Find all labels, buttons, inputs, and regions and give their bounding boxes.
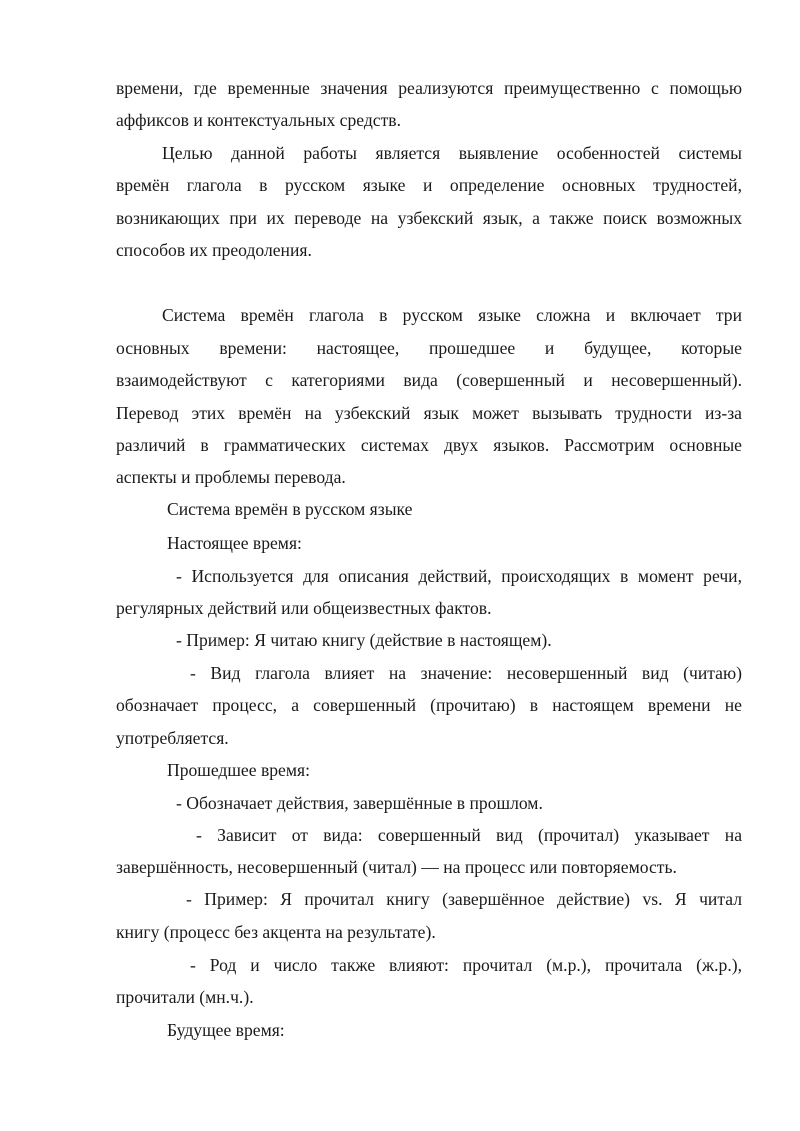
text-line: способов их преодоления. (116, 240, 312, 260)
text-line: Перевод этих времён на узбекский язык может вызывать трудности из-за (116, 403, 742, 423)
text-line: аспекты и проблемы перевода. (116, 467, 346, 487)
list-item: - Пример: Я читаю книгу (действие в настоящем). (176, 630, 552, 650)
text-line: употребляется. (116, 728, 229, 748)
list-item: - Зависит от вида: совершенный вид (прочитал) указывает на (196, 825, 742, 845)
text-line: регулярных действий или общеизвестных фактов. (116, 598, 492, 618)
list-item: - Обозначает действия, завершённые в прошлом. (176, 793, 543, 813)
subsection-heading: Настоящее время: (167, 533, 302, 553)
text-line: различий в грамматических системах двух языков. Рассмотрим основные (116, 435, 742, 455)
text-line: аффиксов и контекстуальных средств. (116, 110, 401, 130)
text-line: взаимодействуют с категориями вида (совершенный и несовершенный). (116, 370, 742, 390)
list-item: - Используется для описания действий, происходящих в момент речи, (176, 566, 742, 586)
text-line: обозначает процесс, а совершенный (прочитаю) в настоящем времени не (116, 695, 742, 715)
list-item: - Род и число также влияют: прочитал (м.р.), прочитала (ж.р.), (190, 955, 742, 975)
list-item: - Пример: Я прочитал книгу (завершённое действие) vs. Я читал (186, 889, 742, 909)
text-line: Система времён глагола в русском языке сложна и включает три (162, 305, 742, 325)
text-line: возникающих при их переводе на узбекский язык, а также поиск возможных (116, 208, 742, 228)
subsection-heading: Прошедшее время: (167, 760, 310, 780)
text-line: книгу (процесс без акцента на результате). (116, 922, 436, 942)
subsection-heading: Будущее время: (167, 1020, 285, 1040)
text-line: основных времени: настоящее, прошедшее и будущее, которые (116, 338, 742, 358)
text-line: времён глагола в русском языке и определение основных трудностей, (116, 175, 742, 195)
list-item: - Вид глагола влияет на значение: несовершенный вид (читаю) (190, 663, 742, 683)
section-heading: Система времён в русском языке (167, 499, 413, 519)
text-line: Целью данной работы является выявление особенностей системы (162, 143, 742, 163)
text-line: времени, где временные значения реализуются преимущественно с помощью (116, 78, 742, 98)
text-line: завершённость, несовершенный (читал) — на процесс или повторяемость. (116, 857, 677, 877)
text-line: прочитали (мн.ч.). (116, 987, 254, 1007)
